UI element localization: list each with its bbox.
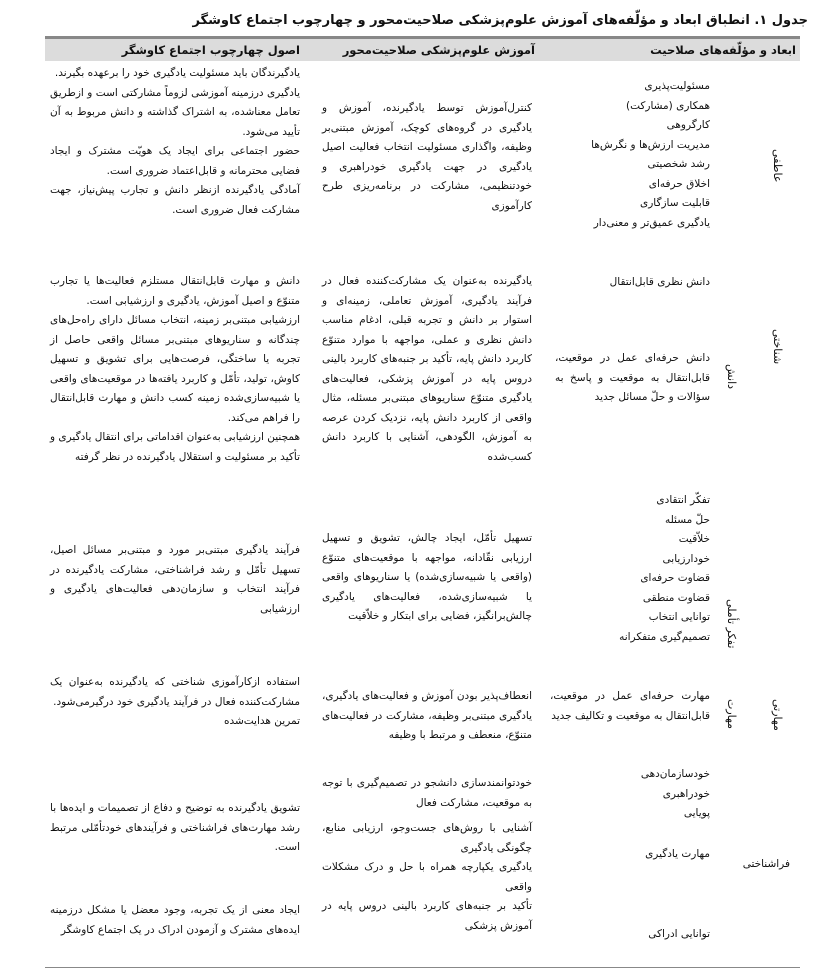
knowledge-coi: [50, 272, 300, 467]
component: تصمیم‌گیری متفکرانه: [619, 630, 710, 643]
component: تفکّر انتقادی: [656, 494, 710, 506]
thinking-coi: فرآیند یادگیری مبتنی‌بر مورد و مبتنی‌بر مسائل اصیل، تسهیل تأمّل و رشد فراشناختی، مشارکت یادگیرنده در فرآیند انتخاب و سازمان‌دهی فعالیت‌های یادگیری و ارزشیابی: [50, 544, 300, 615]
cbme-item: تأکید بر جنبه‌های کاربرد بالینی دروس پایه در آموزش پزشکی: [322, 900, 532, 932]
component: قضاوت منطقی: [642, 591, 710, 604]
component: قضاوت حرفه‌ای: [640, 572, 710, 584]
emotional-coi: [50, 64, 300, 220]
metacognitive-components: [540, 765, 710, 824]
dimension-emotional: عاطفی: [771, 149, 784, 183]
skill-cbme: انعطاف‌پذیر بودن آموزش و فعالیت‌های یادگیری، یادگیری مبتنی‌بر وظیفه، مشارکت در فعالیت‌های متنوّع، منعطف و مرتبط با وظیفه: [322, 690, 532, 741]
emotional-cbme: کنترل‌آموزش توسط یادگیرنده، آموزش و یادگیری در گروه‌های کوچک، آموزش مبتنی‌بر وظیفه، واگذاری مسئولیت انتخاب فعالیت اصیل یادگیری در جهت یادگیری خودراهبری و خودتنظیمی، مشارکت در برنامه‌ریزی طرح کارآموزی: [322, 102, 532, 212]
cbme-item: خودتوانمندسازی دانشجو در تصمیم‌گیری با توجه به موقعیت، مشارکت فعال: [322, 777, 532, 809]
coi-item: استفاده ازکارآموزی شناختی که یادگیرنده به‌عنوان یک مشارکت‌کننده فعال در فرآیند یادگیری خود درگیرمی‌شود.: [50, 676, 300, 708]
metacognitive-coi-2: ایجاد معنی از یک تجربه، وجود معضل یا مشکل درزمینه ایده‌های مشترک و آزمودن ادراک در یک اجتماع کاوشگر: [50, 904, 300, 936]
thinking-cbme: تسهیل تأمّل، ایجاد چالش، تشویق و تسهیل ارزیابی نقّادانه، مواجهه با موقعیت‌های متنوّع (واقعی یا شبیه‌سازی‌شده) یا سناریوهای واقعی یا شبیه‌سازی‌شده، فعالیت‌های یادگیری چالش‌برانگیز، فضایی برای ابتکار و خلاّقیت: [322, 532, 532, 622]
competency-table: [45, 36, 800, 968]
header-dimensions: ابعاد و مؤلّفه‌های صلاحیت: [650, 43, 796, 57]
cbme-item: یادگیری یکپارچه همراه با حل و درک مشکلات واقعی: [322, 861, 532, 893]
coi-item: ارزشیابی مبتنی‌بر زمینه، انتخاب مسائل دارای راه‌حل‌های چندگانه و سناریوهای مبتنی‌بر مسائل واقعی حاصل از تجربه یا ساختگی، فرصت‌هایی برای تشویق و تسهیل کاوش، تولید، تأمّل و کاربرد یافته‌ها در موقعیت‌های واقعی یا شبیه‌سازی‌شده زمینه کسب دانش و مهارت قابل‌انتقال را فراهم می‌کند.: [50, 314, 300, 424]
coi-item: همچنین ارزشیابی به‌عنوان اقداماتی برای انتقال یادگیری و تأکید بر مسئولیت و استقلال یادگیرنده در نظر گرفته: [50, 431, 300, 463]
table-header: [45, 39, 800, 61]
component: اخلاق حرفه‌ای: [648, 177, 710, 190]
component: حلّ مسئله: [664, 513, 710, 526]
component: یادگیری عمیق‌تر و معنی‌دار: [593, 216, 710, 229]
sub-knowledge: دانش: [725, 364, 738, 390]
table-caption: جدول ۱. انطباق ابعاد و مؤلّفه‌های آموزش علوم‌پزشکی صلاحیت‌محور و چهارچوب اجتماع کاوشگر: [192, 13, 808, 28]
coi-item: حضور اجتماعی برای ایجاد یک هویّت مشترک و ایجاد فضایی محترمانه و قابل‌اعتماد ضروری است.: [50, 145, 300, 177]
component: رشد شخصیتی: [647, 158, 710, 170]
skill-coi: [50, 673, 300, 732]
dimension-cognitive: شناختی: [771, 329, 784, 365]
header-cbme: آموزش علوم‌پزشکی صلاحیت‌محور: [342, 43, 535, 57]
thinking-components: [540, 491, 710, 647]
component: خودسازمان‌دهی: [640, 768, 710, 780]
coi-item: دانش و مهارت قابل‌انتقال مستلزم فعالیت‌ها یا تجارب متنوّع و اصیل آموزش، یادگیری و ارزشیابی است.: [50, 275, 300, 307]
coi-item: یادگیرندگان باید مسئولیت یادگیری خود را برعهده بگیرند.: [54, 67, 300, 79]
component-learning-skill: مهارت یادگیری: [645, 848, 710, 860]
dimension-metacognitive: فراشناختی: [742, 858, 790, 870]
component: خلاّقیت: [678, 533, 710, 545]
coi-item: تمرین هدایت‌شده: [223, 715, 300, 727]
cbme-item: آشنایی با روش‌های جست‌وجو، ارزیابی منابع، چگونگی یادگیری: [322, 822, 532, 854]
component: همکاری (مشارکت): [626, 99, 710, 112]
component: مسئولیت‌پذیری: [644, 80, 710, 92]
component: خودارزیابی: [662, 552, 710, 565]
knowledge-component-1: دانش نظری قابل‌انتقال: [609, 276, 710, 288]
component: توانایی انتخاب: [648, 611, 710, 623]
knowledge-cbme: یادگیرنده به‌عنوان یک مشارکت‌کننده فعال در فرآیند یادگیری، آموزش تعاملی، زمینه‌ای و استوار بر دانش و تجربه قبلی، ادغام مناسب دانش نظری و عملی، مواجهه با موارد متنوّع کاربرد دانش پایه، تأکید بر جنبه‌های کاربرد بالینی دروس پایه در آموزش پزشکی، فعالیت‌های یادگیری متنوّع سناریوهای مبتنی‌بر مسئله، مثال واقعی از کاربرد دانش پایه، نزدیک کردن عرصه به آموزش، الگودهی، آشنایی با کاربرد دانش کسب‌شده: [322, 275, 532, 463]
sub-skill: مهارت: [725, 699, 738, 729]
header-coi: اصول چهارچوب اجتماع کاوشگر: [121, 43, 300, 57]
knowledge-component-2: دانش حرفه‌ای عمل در موقعیت، قابل‌انتقال به موقعیت و پاسخ به سؤالات و حلّ مسائل جدید: [555, 352, 710, 403]
component: پویایی: [683, 807, 710, 819]
metacognitive-coi-1: تشویق یادگیرنده به توضیح و دفاع از تصمیمات و ایده‌ها با رشد مهارت‌های فراشناختی و فرآیندهای خودتأمّلی مرتبط است.: [50, 802, 300, 853]
component-perceptual: توانایی ادراکی: [648, 928, 710, 940]
component: مدیریت ارزش‌ها و نگرش‌ها: [591, 138, 710, 151]
sub-reflective-thinking: تفکر تأملی: [725, 599, 738, 649]
metacognitive-cbme: [322, 774, 532, 936]
coi-item: آمادگی یادگیرنده ازنظر دانش و تجارب پیش‌نیاز، جهت مشارکت فعال ضروری است.: [50, 184, 300, 216]
component: قابلیت سازگاری: [640, 197, 710, 209]
component: خودراهبری: [662, 787, 710, 800]
coi-item: یادگیری درزمینه آموزشی لزوماً مشارکتی است و ازطریق تعامل معناشده، به اشتراک گذاشته و دانش مربوط به آن تأیید می‌شود.: [50, 86, 300, 138]
emotional-components: [540, 77, 710, 233]
dimension-skill: مهارتی: [771, 699, 784, 731]
skill-component: مهارت حرفه‌ای عمل در موقعیت، قابل‌انتقال به موقعیت و تکالیف جدید: [550, 690, 710, 722]
component: کارگروهی: [666, 119, 710, 131]
